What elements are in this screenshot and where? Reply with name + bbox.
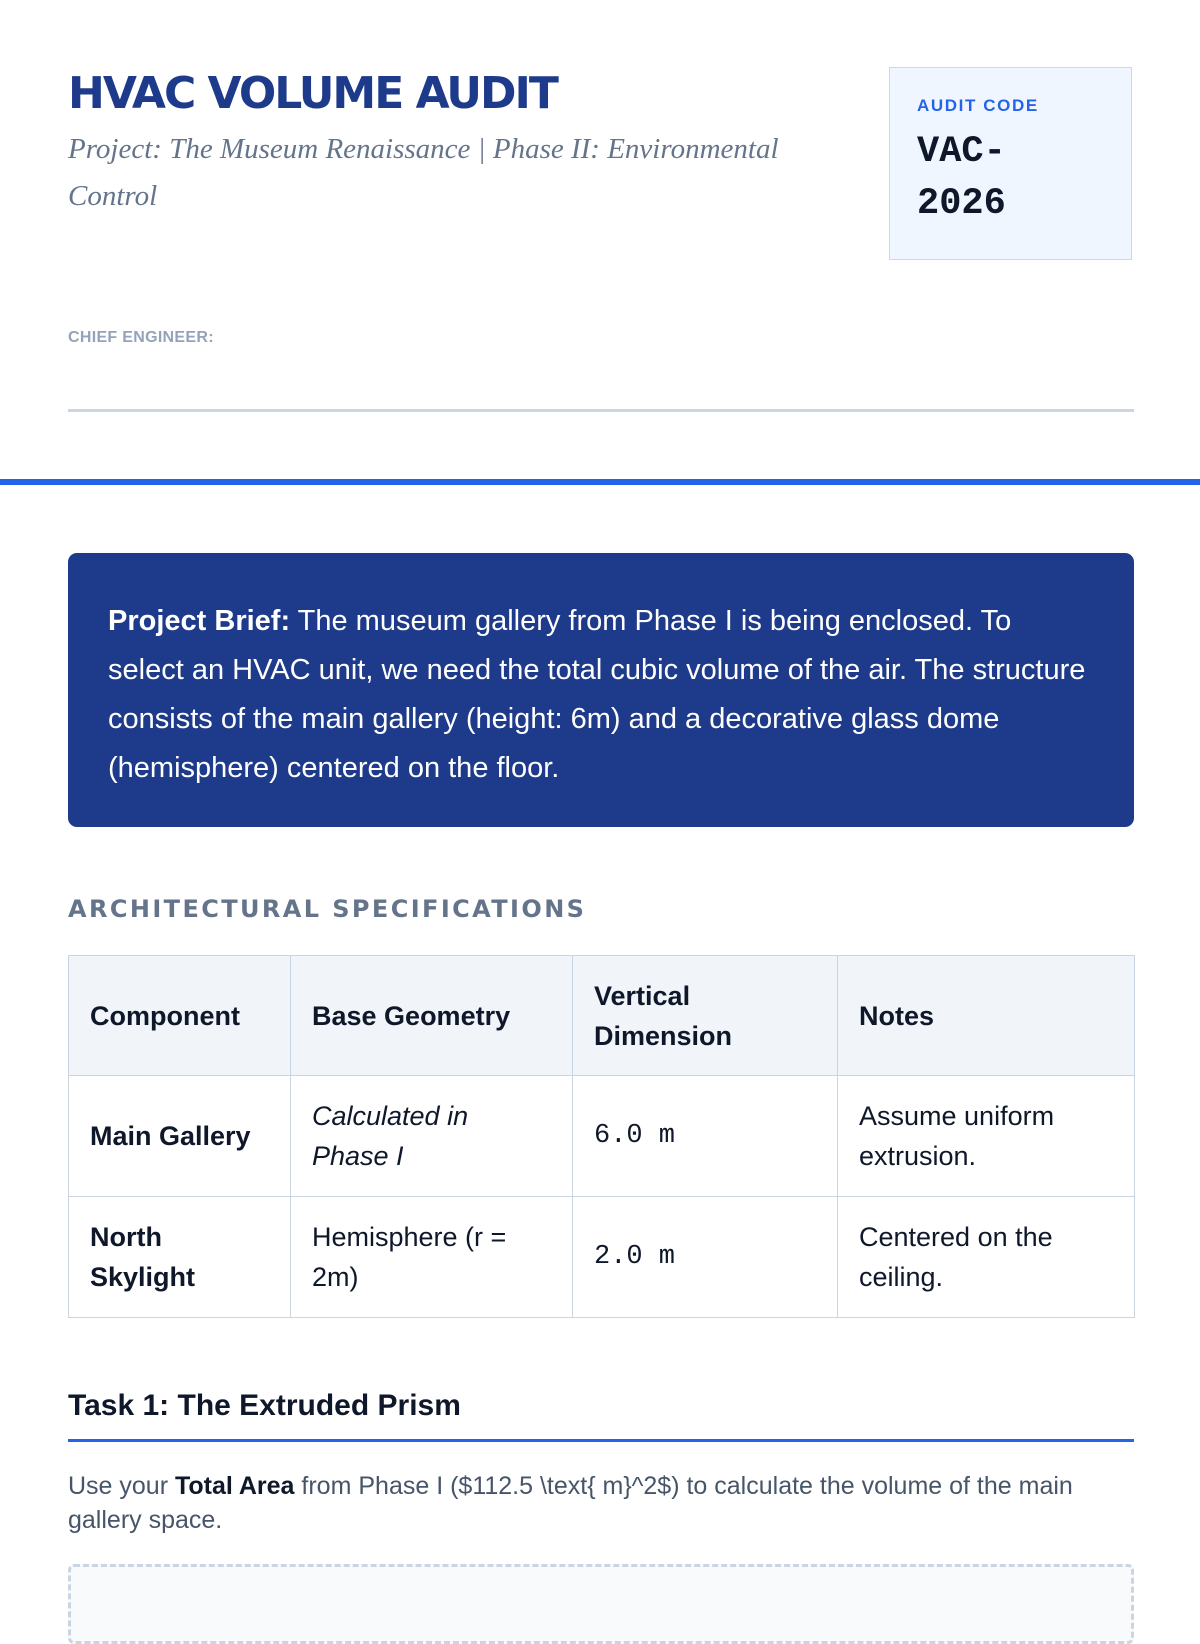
task-1-divider	[68, 1439, 1134, 1442]
project-brief-text: The museum gallery from Phase I is being enclosed. To select an HVAC unit, we need the total cubic volume of the air. The structure consists of the main gallery (height: 6m) and a decorative glass dome (hemisphere) centered on the floor.	[108, 605, 1086, 784]
project-brief	[68, 553, 1134, 827]
chief-engineer-field[interactable]	[68, 409, 1134, 412]
task-1-title: Task 1: The Extruded Prism	[68, 1389, 461, 1422]
cell-vertical-dimension: 6.0 m	[573, 1076, 838, 1197]
column-header-notes: Notes	[838, 956, 1135, 1076]
specifications-table	[68, 955, 1135, 1318]
cell-base-geometry: Calculated in Phase I	[291, 1076, 573, 1197]
document-title: HVAC VOLUME AUDIT	[68, 68, 557, 119]
table-row	[69, 1197, 1135, 1318]
document-header	[68, 0, 1134, 440]
table-row	[69, 1076, 1135, 1197]
column-header-base-geometry: Base Geometry	[291, 956, 573, 1076]
document-subtitle: Project: The Museum Renaissance | Phase II: Environmental Control	[68, 133, 779, 212]
column-header-component: Component	[69, 956, 291, 1076]
cell-component: Main Gallery	[69, 1076, 291, 1197]
task-1-desc-prefix: Use your	[68, 1472, 175, 1500]
task-1-answer-box[interactable]	[68, 1564, 1134, 1644]
audit-code-label: AUDIT CODE	[917, 96, 1039, 115]
cell-notes: Assume uniform extrusion.	[838, 1076, 1135, 1197]
cell-vertical-dimension: 2.0 m	[573, 1197, 838, 1318]
task-1-desc-bold: Total Area	[174, 1472, 295, 1500]
task-1-desc-suffix: from Phase I ($112.5 \text{ m}^2$) to calculate the volume of the main gallery space.	[68, 1472, 1073, 1534]
column-header-vertical-dimension: Vertical Dimension	[573, 956, 838, 1076]
table-header-row	[69, 956, 1135, 1076]
task-1-description	[68, 1469, 1134, 1537]
project-brief-label: Project Brief:	[108, 605, 291, 637]
header-divider	[0, 479, 1200, 485]
audit-code-box	[889, 67, 1132, 260]
chief-engineer-label: CHIEF ENGINEER:	[68, 329, 214, 346]
cell-notes: Centered on the ceiling.	[838, 1197, 1135, 1318]
cell-base-geometry: Hemisphere (r = 2m)	[291, 1197, 573, 1318]
specifications-heading: ARCHITECTURAL SPECIFICATIONS	[68, 895, 587, 923]
audit-code-value: VAC-2026	[917, 131, 1006, 225]
cell-component: North Skylight	[69, 1197, 291, 1318]
